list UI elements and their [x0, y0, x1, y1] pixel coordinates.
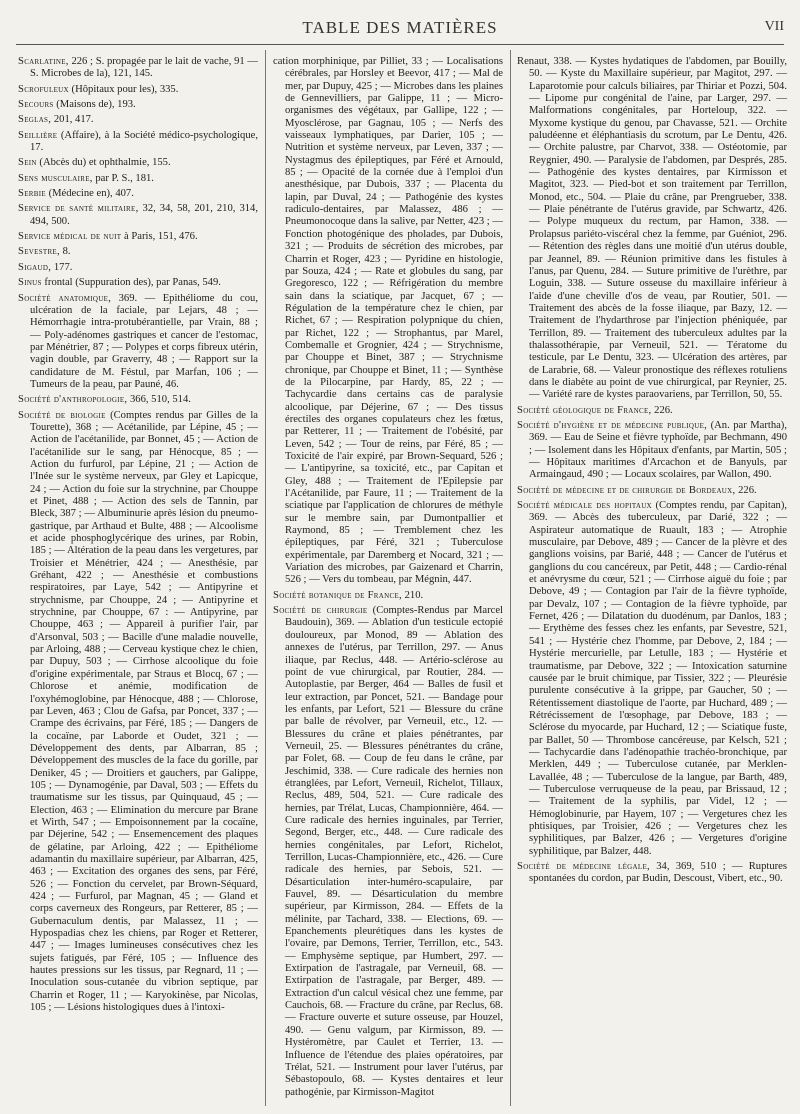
entry-text: (Comptes rendu, par Capitan), 369. — Abcès des tuberculeux, par Darié, 322 ; — Aspirateur automatique de Ruault, 183 ; — Atrophie musculaire, par Debove, 489 ; — Cancer de la plèvre et des ganglions voisins, par Barié, 448 ; — Cancer de l'utérus et ganglions du cou cancéreux, par Petit, 448 ; — Cardio-rénal et anévrysme du cœur, 521 ; — Cirrhose aiguë du foie ; par Debove, 49 ; — Contagion par l'air de la fièvre typhoïde, par Devalz, 107 ; — Contagion de la fièvre typhoïde, par Fernet, 426 ; — Dilatation du duodénum, par Danlos, 183 ; — Erythème des fesses chez les enfants, par Sevestre, 521, 541 ; — Hystérie chez l'homme, par Debove, 2, 184 ; — Hystérie mercurielle, par Letulle, 183 ; — Hystérie et traumatisme, par Debove, 322 ; — Intoxication saturnine causée par le bruit chimique, par Tissier, 322 ; — Pleurésie purulente consécutive à la grippe, par Gaucher, 50 ; — Rétentissement diastolique de l'aorte, par Huchard, 489 ; — Rétrécissement de l'œsophage, par Debove, 183 ; — Sclérose du myocarde, par Huchard, 12 ; — Sciatique fuste, par Ballet, 50 — Thrombose cancéreuse, par Kelsch, 521 ; — Tachycardie dans l'adénopathie trachéo-bronchique, par Merklen, 449 ; — Tuberculose cutanée, par Merklen-Lavallée, 48 ; — Tuberculose de la langue, par Barth, 489, — Tuberculose verruqueuse de la peau, par Brissaud, 12 ; — Traitement de la syphilis, par Videl, 12 ; — Hémoglobinurie, par Hayem, 107 ; — Vergetures chez les phtisiques, par Troisier, 426 ; — Vergetures chez les syphilitiques, par Balzer, 426 ; — Vergetures d'origine syphilitique, par Balzer, 448. — [529, 500, 787, 857]
index-entry — [18, 84, 258, 96]
entry-heading: Secours — [18, 99, 54, 111]
entry-heading: Serbie — [18, 188, 46, 200]
entry-heading: Service médical de nuit — [18, 231, 122, 243]
entry-heading: Service de santé militaire, — [18, 203, 139, 215]
entry-heading: Société botanique de France, — [273, 589, 402, 601]
entry-heading: Société de chirurgie — [273, 605, 368, 617]
entry-heading: Société médicale des hopitaux — [517, 500, 652, 512]
entry-heading: Société géologique de France, — [517, 404, 652, 416]
entry-text: par P. S., 181. — [92, 172, 154, 184]
index-entry — [273, 56, 503, 587]
entry-text: (Hôpitaux pour les), 335. — [68, 83, 179, 95]
entry-heading: Sens musculaire, — [18, 172, 93, 184]
column-divider — [510, 50, 511, 1106]
index-column-1 — [18, 56, 258, 1106]
entry-text: (Abcès du) et ophthalmie, 155. — [36, 157, 171, 169]
entry-text: 226. — [735, 484, 757, 496]
entry-text: 32, 34, 58, 201, 210, 314, 494, 500. — [30, 203, 258, 227]
entry-text: Renaut, 338. — Kystes hydatiques de l'abdomen, par Bouilly, 50. — Kyste du Maxillaire supérieur, par Magitot, 297. — Laparotomie pour calculs biliaires, par Thiriar et Pozzi, 504. — Lipome pur congénital de l'aine, par Larger, 297. — Malformations congénitales, par Horteloup, 322. — Myxome kystique du genou, par Chavasse, 521. — Orchite paludéenne et éléphantiasis du scrotum, par Le Dentu, 426. — Orchite palustre, par Charvot, 338. — Ostéotomie, par Reygnier, 490. — Paralysie de l'abdomen, par Després, 285. — Pathogénie des kystes dentaires, par Kirmisson et Magitot, 323. — Pied-bot et son traitement par Terrillon, Monod, etc., 504. — Plaie du crâne, par Prengrueber, 338. — Plaie pénétrante de l'utérus gravide, par Schwartz, 426. — Polype muqueux du rectum, par Hamon, 338. — Prolapsus pariéto-viscéral chez la femme, par Guéniot, 296. — Rétention des règles dans une moitié d'un utérus double, par Jeannel, 89. — Réunion primitive dans les fistules à l'anus, par Quenu, 284. — Suture primitive de l'urèthre, par Loguin, 338. — Suture osseuse du maxillaire inférieur à l'aide d'une cheville d'os de veau, par Routier, 501. — Traitement des abcès de la fosse iliaque, par Bazy, 12. — Traitement de l'hydarthrose par l'injection phéniquée, par Terrillon, 89. — Traitement des tuberculeux adultes par la thalassothérapie, par Verneuil, 521. — Tératome du testicule, par Le Dentu, 323. — Ulcération des artères, par de Larabrie, 68. — Valeur pronostique des réflexes rotuliens dans le diabète au point de vue chirurgical, par Reynier, 25. — Variété rare de kystes paraovariens, par Terrillon, 50, 55. — [517, 56, 787, 401]
entry-text: 226. — [651, 404, 673, 416]
index-entry — [517, 420, 787, 482]
index-entry — [273, 590, 503, 602]
entry-text: 366, 510, 514. — [127, 394, 191, 406]
entry-text: (Comptes rendus par Gilles de la Tourette), 368 ; — Acétanilide, par Lépine, 45 ; — Action de l'acétanilide, par Bonnet, 45 ; — Action de l'acétanilide sur le sang, par Hénocque, 85 ; — Action du furfurol, par Lépine, 21 ; — Action de l'Inée sur le système nerveux, par Gley et Lapicque, 24 ; — Action du foie sur la strychnine, par Chouppe et Pinet, 488 ; — Action des sels de Tannin, par Bleck, 387 ; — Albuminurie après lésion du pneumo-gastrique, par Arthaud et Bulte, 488 ; — Alcoolisme et acide phosphoglycérique des urines, par Robin, 185 ; — Altération de la peau dans les vergetures, par Troisier et Ménétrier, 424 ; — Anesthésie, par Gréhant, 422 ; — Anesthésie et combustions respiratoires, par Laye, 542 ; — Antipyrine et strychnisme, par Chouppe, 24 ; — Antipyrine et strychnine, par Chouppe, 67 : — Antipyrine, par Chouppe, 463 ; — Appareil à purifier l'air, par d'Arsonval, 503 ; — Bacille d'une maladie nouvelle, par Arloing, 488 ; — Cerveau kystique chez le chien, par Dupuy, 503 ; — Cirrhose alcoolique du foie d'origine expérimentale, par Straus et Blocq, 67 ; — Chlorose et anémie, modification de l'oxyhémoglobine, par Hénocque, 488 ; — Chlorose, par Leven, 463 ; Clou de Gafsa, par Poncet, 337 ; — Crampe des écrivains, par Féré, 185 ; — Dangers de la cocaïne, par Laborde et Oudet, 321 ; — Développement des dents, par Albarran, 85 ; Développement des muscles de la face du gorille, par Deniker, 45 ; — Droitiers et gauchers, par Galippe, 105 ; — Dynamogénie, par Daval, 503 ; — Effets du traumatisme sur les tissus, par Quinquaud, 45 ; — Election, 463 ; — Elimination du mercure par Brane et Wirth, 547 ; — Empoisonnement par la cocaïne, par Déjerine, 542 ; — Ensemencement des plaques de gélatine, par Arloing, 422 ; — Epithéliome adamantin du maxillaire supérieur, par Albarran, 425, 463 ; — Excitation des organes des sens, par Féré, 526 ; — Fonction du cervelet, par Brown-Séquard, 424 ; — Furfurol, par Magnan, 45 ; — Gland et corps caverneux des Rongeurs, par Retterer, 85 ; — Gubernaculum dentis, par Malassez, 11 ; — Hypospadias chez les chiens, par Roger et Retterer, 447 ; — Images lumineuses consécutives chez les sujets fatigués, par Féré, 105 ; — Influence des hautes pressions sur les tissus, par Regnard, 11 ; — Inoculation sous-cutanée du vibrion septique, par Charrin et Roger, 11 ; — Karyokinèse, par Nicolas, 105 ; — Lésions histologiques dues à l'intoxi- — [30, 409, 258, 1014]
entry-heading: Scrofuleux — [18, 83, 69, 95]
entry-text: (Maisons de), 193. — [53, 99, 136, 111]
page-title: TABLE DES MATIÈRES — [302, 18, 498, 37]
index-entry — [517, 56, 787, 402]
column-divider — [265, 50, 266, 1106]
index-entry — [18, 262, 258, 274]
index-column-2 — [273, 56, 503, 1106]
entry-text: 34, 369, 510 ; — Ruptures spontanées du cordon, par Budin, Descoust, Vibert, etc., 90. — [529, 861, 787, 885]
entry-heading: Société d'anthropologie, — [18, 394, 128, 406]
index-entry — [18, 410, 258, 1015]
entry-text: (Affaire), à la Société médico-psychologique, 17. — [30, 129, 258, 154]
entry-heading: Société anatomique, — [18, 292, 112, 304]
entry-heading: Société de biologie — [18, 409, 106, 421]
entry-heading: Sigaud, — [18, 261, 52, 273]
entry-text: 226 ; S. propagée par le lait de vache, 91 — S. Microbes de la), 121, 145. — [30, 56, 258, 80]
header-rule — [16, 44, 784, 45]
index-entry — [517, 405, 787, 417]
entry-heading: Seillière — [18, 129, 58, 141]
index-entry — [18, 99, 258, 111]
index-entry — [18, 130, 258, 155]
entry-text: cation morphinique, par Pilliet, 33 ; — Localisations cérébrales, par Horsley et Beevor, 417 ; — Mal de mer, par Dupuy, 425 ; — Microbes dans les plaines de Gennevilliers, par Galippe, 11 ; — Micro-organismes des végétaux, par Gallipe, 122 ; — Myosclérose, par Gagnau, 105 ; — Nerfs des vaisseaux lymphatiques, par Darier, 105 ; — Nutrition et système nerveux, par Leven, 337 ; — Nystagmus des épileptiques, par Féré et Arnould, 85 ; — Opacité de la cornée due à l'emploi d'un anesthésique, par Dubois, 337 ; — Placenta du lapin, par Duval, 24 ; — Pathogénie des kystes radiculo-dentaires, par Malassez, 486 ; — Pneumonocoque dans la salive, par Netter, 423 ; — Fonction photogénique des pholades, par Dubois, 321 ; — Produits de sécrétion des microbes, par Charrin et Roger, 423 ; — Pyridine en histologie, par Souza, 424 ; — Rate et globules du sang, par Gregoresco, 122 ; — Réfrigération du membre sain dans la sciatique, par Jacquet, 67 ; — Régulation de la température chez le chien, par Richet, 67 ; — Respiration polypnique du chien, par Richet, 122 ; — Strophantus, par Marel, Combemalle et Grognier, 424 ; — Strychnisme, par Chouppe et Binet, 387 ; — Strychnisme chronique, par Chouppe et Binet, 11 ; — Synthèse de la Pilocarpine, par Hardy, 85, 22 ; — Tachycardie dans certains cas de paralysie alcoolique, par Déjerine, 67 ; — Des tissus érectiles des organes copulateurs chez les fœtus, par Retterer, 11 ; — Traitement de l'obésité, par Leven, 542 ; — Tour de reins, par Féré, 85 ; — Toxicité de l'air expiré, par Brown-Sequard, 526 ; — L'antipyrine, sa toxicité, etc., par Capitan et Gley, 488 ; — Traitement de l'Epilepsie par l'Acétanilide, par Faure, 11 ; — Traitement de la sciatique par l'application de chlorures de méthyle sur le membre sain, par Dumontpallier et Raymond, 85 ; — Tremblement chez les épileptiques, par Féré, 321 ; Tuberculose expérimentale, par Daremberg et Nocard, 321 ; — Variation des microbes, par Gaizenard et Charrin, 526 ; — Vers du tombeau, par Mégnin, 447. — [273, 56, 503, 586]
index-entry — [18, 293, 258, 392]
entry-text: 201, 417. — [51, 114, 94, 126]
entry-heading: Société de médecine et de chirurgie de Bordeaux, — [517, 484, 736, 496]
entry-text: 210. — [401, 589, 424, 601]
index-entry — [273, 605, 503, 1099]
index-entry — [18, 114, 258, 126]
entry-heading: Société de médecine légale, — [517, 861, 650, 872]
index-column-3 — [517, 56, 787, 1106]
index-entry — [18, 246, 258, 258]
entry-heading: Sevestre, — [18, 246, 60, 258]
index-entry — [18, 203, 258, 228]
entry-text: (An. par Martha), 369. — Eau de Seine et fièvre typhoïde, par Bechmann, 490 ; — Isolement dans les Hôpitaux d'enfants, par Martin, 505 ; — Hôpitaux maritimes d'Arcachon et de Banyuls, par Armaingaud, 490 ; — Locaux scolaires, par Wallon, 490. — [529, 419, 787, 481]
index-entry — [517, 485, 787, 497]
entry-text: 177. — [51, 261, 73, 273]
entry-text: frontal (Suppuration des), par Panas, 549. — [41, 277, 221, 289]
entry-heading: Sinus — [18, 277, 42, 289]
entry-text: 369. — Epithéliome du cou, ulcération de la faciale, par Lejars, 48 ; — Hémorrhagie intra-protubérantielle, par Vrain, 88 ; — Poly-adénomes gastriques et cancer de l'estomac, par Ménétrier, 87 ; — Polypes et corps fibreux utérin, vagin double, par Graverry, 48 ; — Rapport sur la candidature de M. Féstul, par Marfan, 106 ; — Tumeurs de la peau, par Pauné, 46. — [30, 292, 258, 390]
page-header — [0, 18, 800, 42]
entry-text: (Médecine en), 407. — [45, 188, 134, 200]
entry-text: 8. — [59, 246, 71, 258]
index-entry — [517, 500, 787, 858]
index-entry — [18, 157, 258, 169]
entry-heading: Sein — [18, 157, 37, 169]
entry-text: à Paris, 151, 476. — [121, 231, 198, 243]
entry-text: (Comptes-Rendus par Marcel Baudouin), 369. — Ablation d'un testicule ectopié douloureux, par Monod, 89 — Ablation des annexes de l'utérus, par Terrillon, 297. — Anus iliaque, par Reclus, 448. — Artério-sclérose au point de vue chirurgical, par Routier, 284. — Autoplastie, par Berger, 464 — Balles de fusil et leur extraction, par Poncet, 521. — Bandage pour les enfants, par Lefort, 521 — Blessure du crâne par balle de révolver, par Verneuil, etc., 12. — Blessures du crâne et plaies pénétrantes, par Verneuil, 25. — Blessures pénétrantes du crâne, par Folet, 68. — Coup de feu dans le crâne, par Jeschimid, 338. — Cure radicale des hernies non étranglées, par Lefort, Verneuil, Richelot, Tillaux, Reclus, 489, 504, 521. — Cure radicale des hernies, par Trélat, Lucas, Championnière, 464. — Cure radicale des hernies inguinales, par Terrier, Segond, Berger, etc., 448. — Cure radicale des hernies congénitales, par Lefort, Richelot, Terrillon, Lucas-Championnière, etc., 426. — Cure radicale des hernies, par Sebois, 521. — Désarticulation inter-huméro-scapulaire, par Fauvel, 89. — Désarticulation du membre supérieur, par Kirmisson, 284. — Effets de la mélinite, par Tachard, 338. — Elections, 69. — Epanchements pleurétiques dans les kystes de l'ovaire, par Demons, Terrier, Terrillon, etc., 543. — Emphysème septique, par Humbert, 297. — Extirpation de l'astragale, par Verneuil, 68. — Extirpation de l'astragale, par Berger, 489. — Extraction d'un calcul vésical chez une femme, par Cauchois, 68. — Fracture du crâne, par Reclus, 68. — Fracture ouverte et suture osseuse, par Houzel, 490. — Genu valgum, par Kirmisson, 89. — Hystéromètre, par Caulet et Terrier, 13. — Influence de l'étendue des plaies opératoires, par Trélat, 521. — Instrument pour laver l'utérus, par Sébastopoulo, 68. — Kystes dentaires et leur pathogénie, par Kirmisson-Magitot — [285, 605, 503, 1098]
index-entry — [18, 173, 258, 185]
entry-heading: Seglas, — [18, 114, 52, 126]
entry-heading: Scarlatine, — [18, 56, 69, 67]
index-entry — [18, 231, 258, 243]
page-number: VII — [764, 19, 784, 34]
index-entry — [517, 861, 787, 886]
index-entry — [18, 277, 258, 289]
index-entry — [18, 56, 258, 81]
entry-heading: Société d'hygiène et de médecine publique, — [517, 419, 708, 431]
index-entry — [18, 188, 258, 200]
index-entry — [18, 394, 258, 406]
